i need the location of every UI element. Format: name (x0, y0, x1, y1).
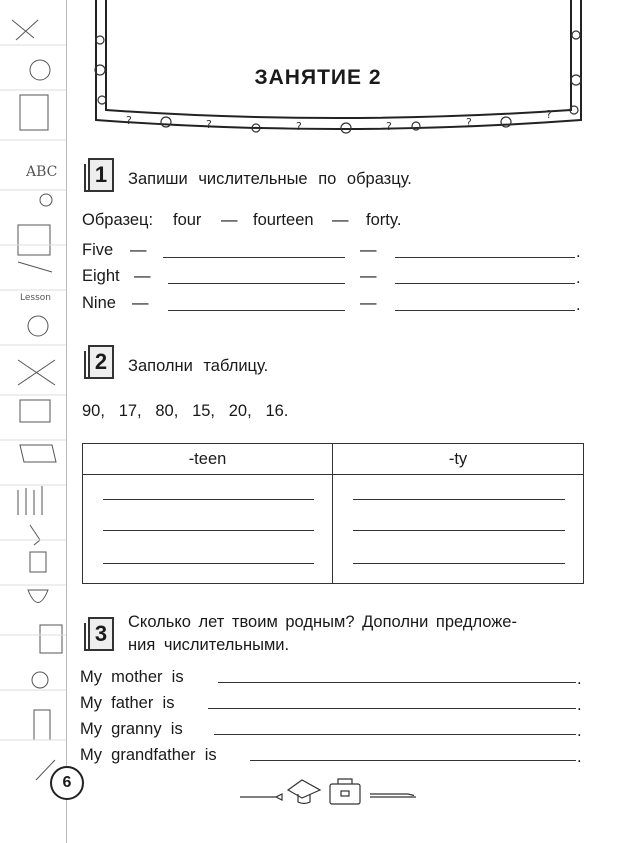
sentence-period: . (577, 696, 582, 714)
task-1-instruction: Запиши числительные по образцу. (128, 170, 412, 188)
example-dash: — (221, 211, 238, 229)
sentence-period: . (577, 670, 582, 688)
row-word: Nine (82, 294, 116, 312)
answer-line[interactable] (168, 283, 345, 284)
sentence-period: . (577, 722, 582, 740)
pencil-icon (370, 794, 416, 797)
row-dash: — (360, 267, 377, 285)
magnifier-icon (40, 194, 52, 206)
svg-text:?: ? (546, 108, 552, 121)
row-period: . (576, 269, 581, 287)
example-word: four (173, 211, 202, 229)
column-header-teen: -teen (83, 444, 333, 475)
graduation-cap-icon (288, 780, 320, 804)
mailbox-icon (34, 710, 50, 740)
page-number: 6 (50, 766, 84, 800)
row-dash: — (134, 267, 151, 285)
flag-icon (18, 360, 55, 385)
row-word: Five (82, 241, 114, 259)
table-answer-line[interactable] (353, 499, 565, 500)
lightbulb-icon (32, 672, 48, 688)
svg-text:?: ? (126, 114, 132, 127)
row-dash: — (360, 294, 377, 312)
answer-line[interactable] (395, 283, 575, 284)
footer-ornament (238, 772, 420, 812)
example-word: forty. (366, 211, 402, 229)
sentence-label: My granny is (80, 720, 183, 738)
table-answer-line[interactable] (103, 499, 314, 500)
table-answer-line[interactable] (103, 530, 314, 531)
row-period: . (576, 296, 581, 314)
trophy-icon (28, 590, 48, 603)
number-list: 90, 17, 80, 15, 20, 16. (82, 402, 289, 420)
svg-text:?: ? (466, 116, 472, 129)
notebook-icon (30, 552, 46, 572)
answer-line[interactable] (250, 760, 576, 761)
decorative-doodle-strip (0, 0, 70, 843)
svg-text:?: ? (386, 120, 392, 133)
svg-text:?: ? (296, 120, 302, 133)
pen-icon (240, 794, 282, 800)
page-title: ЗАНЯТИЕ 2 (254, 66, 382, 89)
margin-line (66, 0, 67, 843)
task-2-instruction: Заполни таблицу. (128, 357, 269, 375)
column-header-ty: -ty (333, 444, 584, 475)
row-dash: — (130, 241, 147, 259)
row-word: Eight (82, 267, 120, 285)
answer-line[interactable] (208, 708, 576, 709)
answer-line[interactable] (214, 734, 576, 735)
sentence-label: My father is (80, 694, 175, 712)
table-answer-line[interactable] (353, 563, 565, 564)
answer-line[interactable] (163, 257, 345, 258)
sentence-label: My mother is (80, 668, 184, 686)
alarm-clock-icon (28, 316, 48, 336)
row-dash: — (360, 241, 377, 259)
pushpin-icon (30, 525, 40, 545)
books-icon (18, 486, 42, 515)
book-icon (20, 445, 56, 462)
bag-icon (18, 225, 50, 255)
abc-letters-icon: ABC (26, 164, 58, 180)
sentence-period: . (577, 748, 582, 766)
example-label: Образец: (82, 211, 154, 229)
task-2-number: 2 (88, 345, 114, 379)
answer-line[interactable] (218, 682, 576, 683)
answer-line[interactable] (168, 310, 345, 311)
task-1-number: 1 (88, 158, 114, 192)
svg-text:?: ? (206, 118, 212, 131)
row-period: . (576, 243, 581, 261)
sentence-label: My grandfather is (80, 746, 217, 764)
answer-line[interactable] (395, 257, 575, 258)
task-3-instruction-line1: Сколько лет твоим родным? Дополни предложе- (128, 613, 517, 631)
task-3-instruction-line2: ния числительными. (128, 636, 290, 654)
row-dash: — (132, 294, 149, 312)
lesson-note-icon: Lesson (20, 293, 51, 303)
example-word: fourteen (253, 211, 314, 229)
task-3-number: 3 (88, 617, 114, 651)
ruler-icon (18, 262, 52, 272)
example-dash: — (332, 211, 349, 229)
answer-line[interactable] (395, 310, 575, 311)
scissors-icon (12, 20, 38, 40)
building-icon (20, 95, 48, 130)
table-answer-line[interactable] (103, 563, 314, 564)
briefcase-icon (330, 784, 360, 804)
monitor-icon (20, 400, 50, 422)
table-answer-line[interactable] (353, 530, 565, 531)
picture-icon (40, 625, 62, 653)
fill-table (82, 443, 584, 584)
